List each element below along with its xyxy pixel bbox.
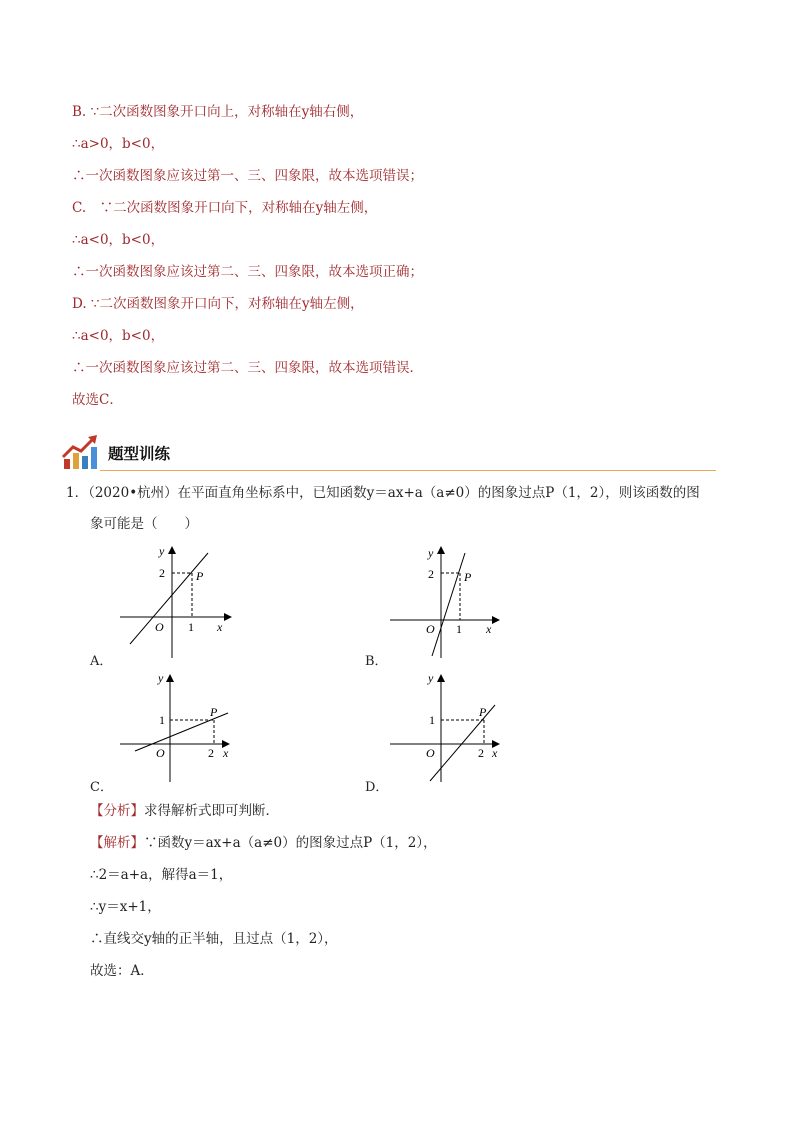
chart-trend-icon — [60, 433, 102, 473]
option-d-origin: O — [426, 746, 435, 760]
solution-line-6: ∴一次函数图象应该过第二、三、四象限，故本选项正确； — [72, 264, 423, 280]
analysis-jiexi — [90, 834, 437, 852]
option-c-y-axis-label: y — [158, 671, 164, 685]
option-c-point-label: P — [210, 705, 218, 719]
jiexi-text: ∵函数y＝ax+a（a≠0）的图象过点P（1，2）， — [144, 835, 437, 851]
option-d-label: D． — [365, 780, 389, 795]
option-d-x-axis-label: x — [492, 746, 498, 760]
solution-line-10: 故选C． — [72, 392, 123, 408]
jiexi-tag: 【解析】 — [90, 835, 144, 851]
option-d-point-label: P — [479, 705, 487, 719]
section-header — [60, 433, 716, 473]
option-a-y-axis-label: y — [159, 544, 165, 558]
fenxi-text: 求得解析式即可判断． — [144, 803, 279, 819]
option-a-x-tick: 1 — [188, 620, 194, 634]
analysis-line-4: 故选：A． — [90, 963, 154, 979]
solution-line-7: D. ∵二次函数图象开口向下，对称轴在y轴左侧， — [72, 296, 364, 312]
option-a-origin: O — [155, 620, 164, 634]
solution-line-2: ∴a>0，b<0， — [72, 136, 165, 152]
option-b-y-axis-label: y — [428, 546, 434, 560]
solution-line-3: ∴一次函数图象应该过第一、三、四象限，故本选项错误； — [72, 168, 423, 184]
option-b-label: B． — [365, 654, 388, 669]
option-c-origin: O — [156, 746, 165, 760]
option-b-y-tick: 2 — [428, 567, 434, 581]
option-a-label: A． — [90, 654, 113, 669]
option-c-x-axis-label: x — [223, 746, 229, 760]
solution-line-8: ∴a<0，b<0， — [72, 328, 165, 344]
solution-line-5: ∴a<0，b<0， — [72, 232, 165, 248]
option-d-graph — [385, 668, 510, 783]
option-b-x-axis-label: x — [486, 622, 492, 636]
option-a-x-axis-label: x — [217, 620, 223, 634]
option-b-point-label: P — [464, 570, 472, 584]
option-b-x-tick: 1 — [456, 622, 462, 636]
solution-line-9: ∴一次函数图象应该过第二、三、四象限，故本选项错误． — [72, 360, 423, 376]
analysis-line-2: ∴y＝x+1， — [90, 899, 161, 915]
analysis-line-1: ∴2＝a+a，解得a＝1， — [90, 867, 233, 883]
option-a-y-tick: 2 — [159, 566, 165, 580]
option-c-graph — [115, 668, 240, 783]
solution-line-4: C. ∵二次函数图象开口向下，对称轴在y轴左侧， — [72, 200, 378, 216]
analysis-fenxi — [90, 802, 279, 820]
option-b-origin: O — [426, 622, 435, 636]
option-c-label: C． — [90, 780, 113, 795]
option-b-graph — [385, 540, 510, 660]
option-a-graph — [115, 540, 240, 660]
analysis-line-3: ∴直线交y轴的正半轴，且过点（1，2）， — [90, 931, 338, 947]
option-c-y-tick: 1 — [159, 713, 165, 727]
fenxi-tag: 【分析】 — [90, 803, 144, 819]
section-title: 题型训练 — [108, 445, 171, 463]
option-a-point-label: P — [196, 569, 204, 583]
option-d-y-axis-label: y — [428, 671, 434, 685]
solution-line-1: B. ∵二次函数图象开口向上，对称轴在y轴右侧， — [72, 104, 364, 120]
section-divider — [100, 470, 716, 471]
question-line-2: 象可能是（ ） — [90, 516, 198, 532]
option-d-x-tick: 2 — [478, 746, 484, 760]
option-c-x-tick: 2 — [208, 746, 214, 760]
option-d-y-tick: 1 — [429, 713, 435, 727]
question-line-1: 1．（2020•杭州）在平面直角坐标系中，已知函数y＝ax+a（a≠0）的图象过点P（1，2），则该函数的图 — [66, 485, 700, 501]
